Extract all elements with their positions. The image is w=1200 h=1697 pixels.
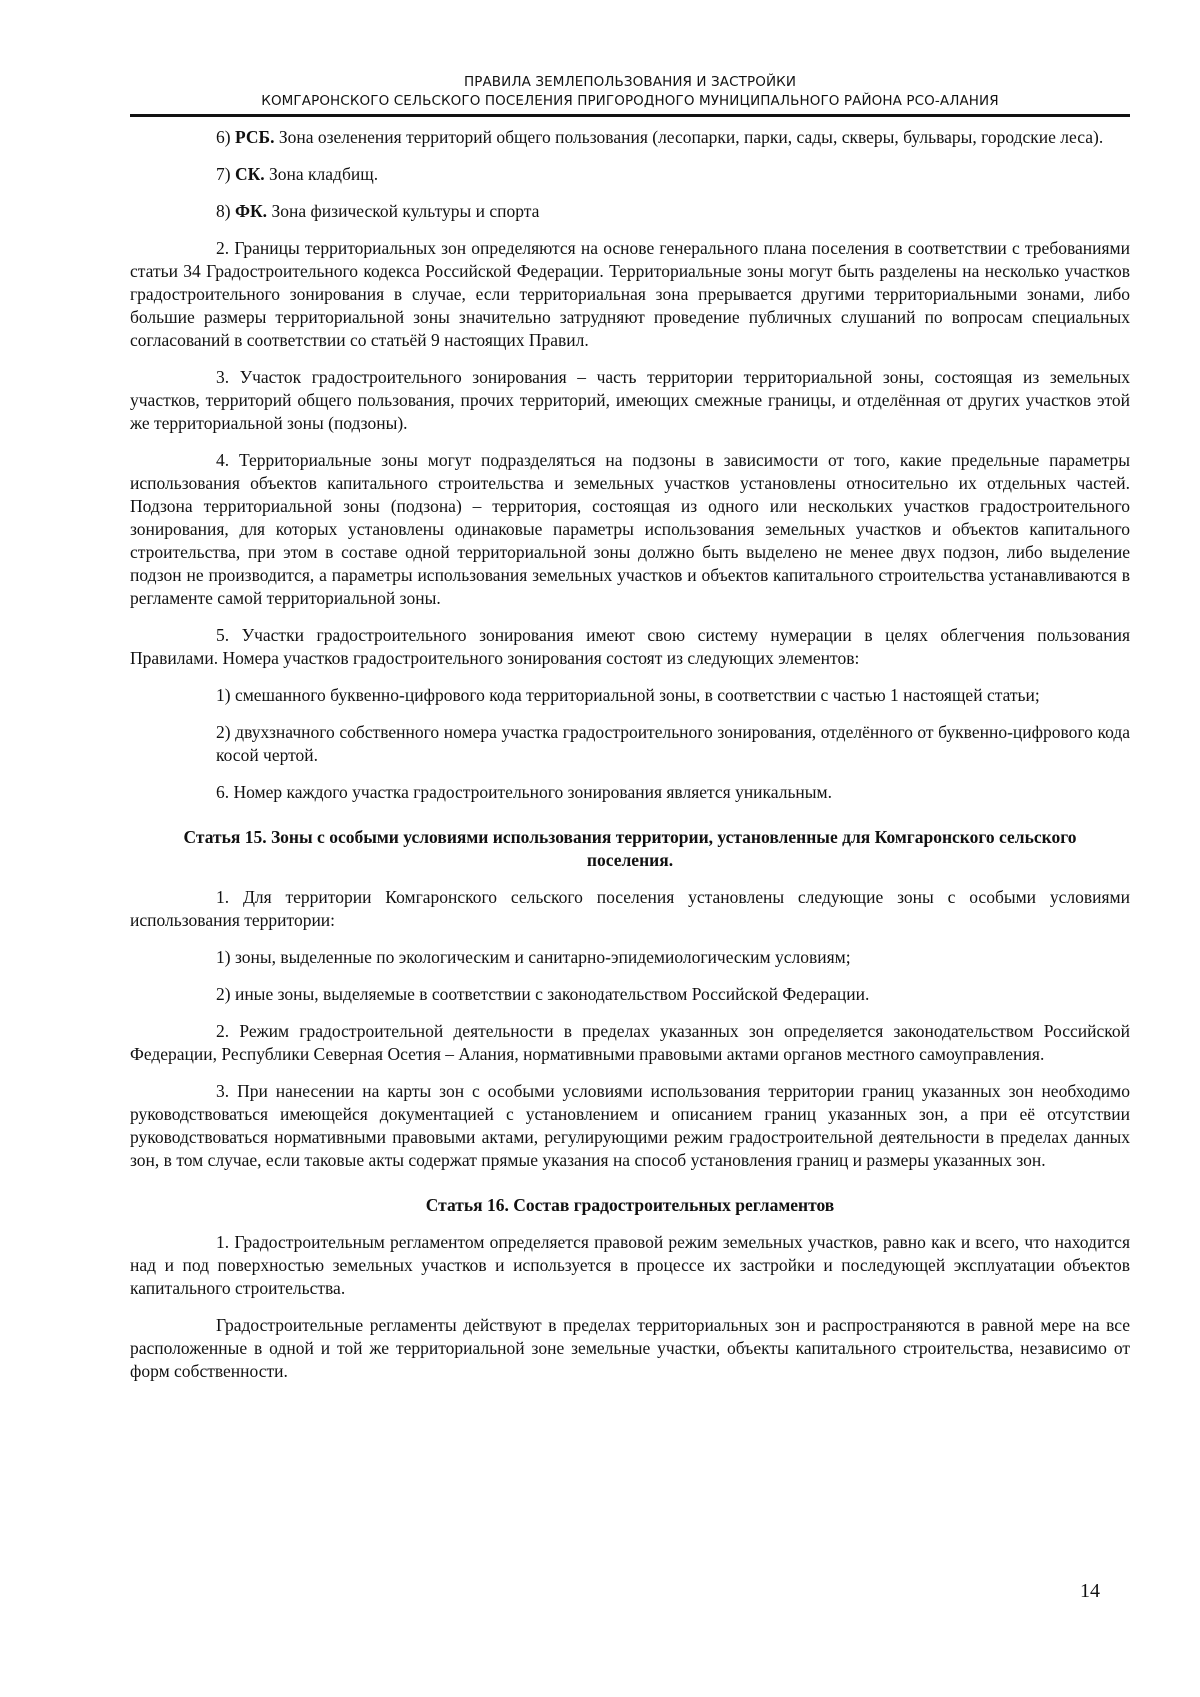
zone-number: 6) [216,127,231,147]
zone-item-sk [130,163,1130,186]
paragraph: 3. Участок градостроительного зонирования – часть территории территориальной зоны, состоящая из земельных участков, территорий общего пользования, прочих территорий, имеющих смежные границы, и отделённая от других участков этой же территориальной зоны (подзоны). [130,367,1130,433]
paragraph: 1. Для территории Комгаронского сельского поселения установлены следующие зоны с особыми условиями использования территории: [130,887,1130,930]
header-line-2: КОМГАРОНСКОГО СЕЛЬСКОГО ПОСЕЛЕНИЯ ПРИГОРОДНОГО МУНИЦИПАЛЬНОГО РАЙОНА РСО-АЛАНИЯ [261,93,999,109]
running-header [130,73,1130,111]
page-number: 14 [1080,1580,1100,1602]
zone-code: РСБ. [234,127,275,147]
zone-description: Зона физической культуры и спорта [271,201,540,221]
header-line-1: ПРАВИЛА ЗЕМЛЕПОЛЬЗОВАНИЯ И ЗАСТРОЙКИ [463,74,797,90]
article-16-heading: Статья 16. Состав градостроительных регламентов [425,1195,835,1215]
list-item: 2) иные зоны, выделяемые в соответствии с законодательством Российской Федерации. [216,984,870,1004]
article-15-heading: Статья 15. Зоны с особыми условиями использования территории, установленные для Комгаронского сельского поселения. [183,827,1077,870]
paragraph: 4. Территориальные зоны могут подразделяться на подзоны в зависимости от того, какие предельные параметры использования объектов капитального строительства и земельных участков установлены относительно их отдельных частей. Подзона территориальной зоны (подзона) – территория, состоящая из одного или нескольких участков градостроительного зонирования, для которых установлены одинаковые параметры использования земельных участков и объектов капитального строительства, при этом в составе одной территориальной зоны должно быть выделено не менее двух подзон, либо выделение подзон не производится, а параметры использования земельных участков и объектов капитального строительства устанавливаются в регламенте самой территориальной зоны. [130,450,1130,608]
zone-code: СК. [234,164,265,184]
paragraph: 3. При нанесении на карты зон с особыми условиями использования территории границ указанных зон необходимо руководствоваться имеющейся документацией с установлением и описанием границ указанных зон, а при её отсутствии руководствоваться нормативными правовыми актами, регулирующими режим градостроительной деятельности в пределах данных зон, в том случае, если таковые акты содержат прямые указания на способ установления границ и размеры указанных зон. [130,1081,1130,1170]
paragraph: 1. Градостроительным регламентом определяется правовой режим земельных участков, равно как и всего, что находится над и под поверхностью земельных участков и используется в процессе их застройки и последующей эксплуатации объектов капитального строительства. [130,1232,1130,1298]
paragraph: 5. Участки градостроительного зонирования имеют свою систему нумерации в целях облегчения пользования Правилами. Номера участков градостроительного зонирования состоят из следующих элементов: [130,625,1130,668]
zone-description: Зона озеленения территорий общего пользования (лесопарки, парки, сады, скверы, бульвары, городские леса). [278,127,1104,147]
paragraph: 2. Режим градостроительной деятельности в пределах указанных зон определяется законодательством Российской Федерации, Республики Северная Осетия – Алания, нормативными правовыми актами органов местного самоуправления. [130,1021,1130,1064]
paragraph: 2. Границы территориальных зон определяются на основе генерального плана поселения в соответствии с требованиями статьи 34 Градостроительного кодекса Российской Федерации. Территориальные зоны могут быть разделены на несколько участков градостроительного зонирования в случае, если территориальная зона прерывается другими территориальными зонами, либо большие размеры территориальной зоны значительно затрудняют проведение публичных слушаний по вопросам специальных согласований в соответствии со статьёй 9 настоящих Правил. [130,238,1130,350]
zone-code: ФК. [234,201,268,221]
page-content [130,126,1130,1383]
list-item: 2) двухзначного собственного номера участка градостроительного зонирования, отделённого от буквенно-цифрового кода косой чертой. [216,722,1130,765]
zone-number: 8) [216,201,231,221]
paragraph: Градостроительные регламенты действуют в пределах территориальных зон и распространяются в равной мере на все расположенные в одной и той же территориальной зоне земельные участки, объекты капитального строительства, независимо от форм собственности. [130,1315,1130,1381]
zone-item-fk [130,200,1130,223]
zone-number: 7) [216,164,231,184]
list-item: 1) смешанного буквенно-цифрового кода территориальной зоны, в соответствии с частью 1 настоящей статьи; [216,685,1040,705]
zone-item-rsb [130,126,1130,149]
header-divider [130,114,1130,117]
paragraph: 6. Номер каждого участка градостроительного зонирования является уникальным. [216,782,832,802]
list-item: 1) зоны, выделенные по экологическим и санитарно-эпидемиологическим условиям; [216,947,851,967]
zone-description: Зона кладбищ. [269,164,379,184]
